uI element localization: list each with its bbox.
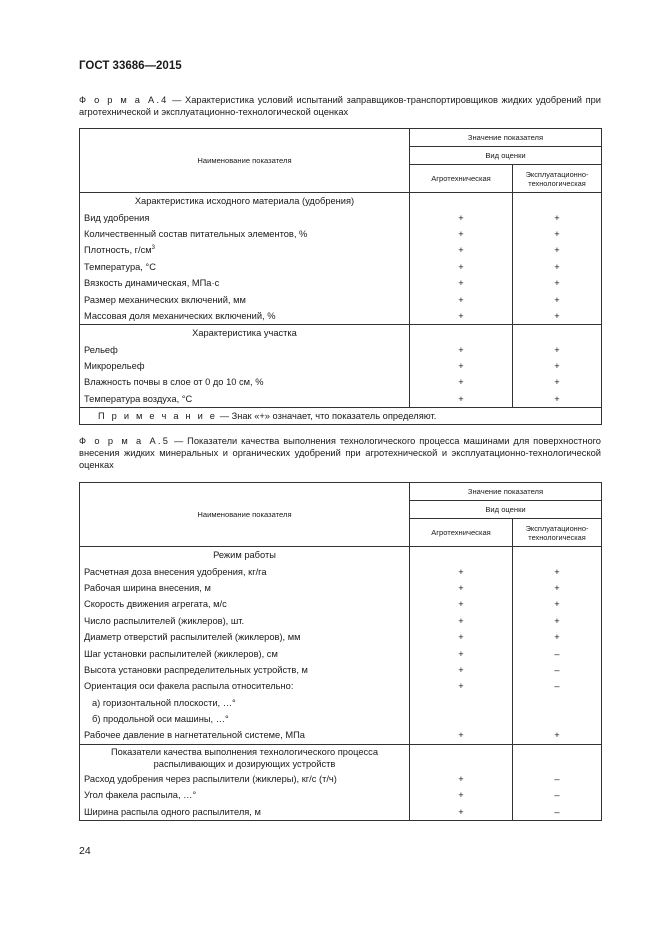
agro-mark: + bbox=[410, 727, 513, 744]
agro-mark: + bbox=[410, 580, 513, 596]
section-title: Характеристика исходного материала (удобрения) bbox=[80, 193, 410, 210]
expl-mark: – bbox=[513, 803, 602, 820]
indicator-name-text: Угол факела распыла, …° bbox=[84, 790, 197, 801]
agro-mark: + bbox=[410, 275, 513, 291]
table-row bbox=[80, 226, 602, 242]
expl-mark: + bbox=[513, 275, 602, 291]
indicator-name bbox=[80, 259, 410, 275]
indicator-name-text: Шаг установки распылителей (жиклеров), см bbox=[84, 648, 278, 659]
col-header-value: Значение показателя bbox=[410, 483, 602, 501]
expl-mark: + bbox=[513, 629, 602, 645]
indicator-name bbox=[80, 291, 410, 307]
expl-mark: + bbox=[513, 358, 602, 374]
table-row bbox=[80, 275, 602, 291]
table-row bbox=[80, 391, 602, 408]
col-header-value: Значение показателя bbox=[410, 129, 602, 147]
expl-mark: + bbox=[513, 374, 602, 390]
table-row bbox=[80, 563, 602, 579]
indicator-name bbox=[80, 787, 410, 803]
section-empty-cell bbox=[513, 325, 602, 342]
table-row bbox=[80, 613, 602, 629]
indicator-name-text: Рабочее давление в нагнетательной системе, МПа bbox=[84, 730, 305, 741]
indicator-name bbox=[80, 803, 410, 820]
indicator-name-text: Расчетная доза внесения удобрения, кг/га bbox=[84, 566, 267, 577]
indicator-name-text: Ориентация оси факела распыла относительно: bbox=[84, 681, 294, 692]
table-row bbox=[80, 662, 602, 678]
indicator-name-text: Влажность почвы в слое от 0 до 10 см, % bbox=[84, 377, 264, 388]
form-a5-label: Ф о р м а А.5 bbox=[79, 436, 171, 446]
form-a4-label: Ф о р м а А.4 bbox=[79, 95, 169, 105]
indicator-name-text: Рельеф bbox=[84, 344, 118, 355]
agro-mark: + bbox=[410, 374, 513, 390]
form-a4-table bbox=[79, 128, 602, 425]
agro-mark: + bbox=[410, 291, 513, 307]
agro-mark: + bbox=[410, 563, 513, 579]
expl-mark: + bbox=[513, 308, 602, 325]
section-title: Показатели качества выполнения технологического процесса распыливающих и дозирующих устройств bbox=[80, 744, 410, 771]
indicator-name bbox=[80, 391, 410, 408]
section-row bbox=[80, 547, 602, 564]
form-a5-caption bbox=[79, 435, 601, 471]
expl-mark: + bbox=[513, 563, 602, 579]
indicator-name-text: Температура воздуха, °С bbox=[84, 393, 193, 404]
indicator-name-text: Рабочая ширина внесения, м bbox=[84, 582, 211, 593]
agro-mark: + bbox=[410, 259, 513, 275]
agro-mark: + bbox=[410, 242, 513, 258]
expl-mark: – bbox=[513, 662, 602, 678]
table-row bbox=[80, 291, 602, 307]
col-header-name: Наименование показателя bbox=[80, 483, 410, 547]
section-empty-cell bbox=[513, 744, 602, 771]
expl-mark: – bbox=[513, 645, 602, 661]
indicator-name-text: Плотность, г/см bbox=[84, 245, 152, 256]
indicator-name-text: Ширина распыла одного распылителя, м bbox=[84, 806, 261, 817]
expl-mark: – bbox=[513, 771, 602, 787]
expl-mark: – bbox=[513, 678, 602, 694]
agro-mark bbox=[410, 695, 513, 711]
expl-mark: + bbox=[513, 226, 602, 242]
expl-mark bbox=[513, 695, 602, 711]
form-a4-caption-text: — Характеристика условий испытаний заправщиков-транспортировщиков жидких удобрений при агротехнической и эксплуатационно-технологической оценках bbox=[79, 95, 601, 117]
indicator-name bbox=[80, 727, 410, 744]
agro-mark: + bbox=[410, 613, 513, 629]
expl-mark: + bbox=[513, 580, 602, 596]
table-row bbox=[80, 596, 602, 612]
table-row bbox=[80, 259, 602, 275]
indicator-name-text: Массовая доля механических включений, % bbox=[84, 310, 276, 321]
expl-mark: + bbox=[513, 391, 602, 408]
agro-mark: + bbox=[410, 771, 513, 787]
indicator-name-text: Температура, °С bbox=[84, 261, 156, 272]
table-row bbox=[80, 580, 602, 596]
section-row bbox=[80, 744, 602, 771]
table-note bbox=[80, 408, 602, 425]
indicator-name-text: Расход удобрения через распылители (жиклеры), кг/с (т/ч) bbox=[84, 773, 337, 784]
indicator-name bbox=[80, 662, 410, 678]
section-empty-cell bbox=[410, 547, 513, 564]
table-row bbox=[80, 645, 602, 661]
col-header-expl: Эксплуатационно-технологическая bbox=[513, 165, 602, 193]
indicator-name bbox=[80, 645, 410, 661]
col-header-expl: Эксплуатационно-технологическая bbox=[513, 519, 602, 547]
table-row bbox=[80, 803, 602, 820]
form-a5-table bbox=[79, 482, 602, 821]
section-row bbox=[80, 325, 602, 342]
indicator-name-text: б) продольной оси машины, …° bbox=[92, 714, 229, 725]
table-row bbox=[80, 342, 602, 358]
form-a4-caption bbox=[79, 94, 601, 118]
agro-mark: + bbox=[410, 342, 513, 358]
indicator-name bbox=[80, 374, 410, 390]
expl-mark: + bbox=[513, 727, 602, 744]
section-empty-cell bbox=[513, 547, 602, 564]
col-header-agro: Агротехническая bbox=[410, 519, 513, 547]
indicator-name bbox=[80, 613, 410, 629]
section-empty-cell bbox=[513, 193, 602, 210]
indicator-name-text: Высота установки распределительных устройств, м bbox=[84, 664, 308, 675]
table-row bbox=[80, 678, 602, 694]
indicator-name-text: Число распылителей (жиклеров), шт. bbox=[84, 615, 245, 626]
table-row bbox=[80, 308, 602, 325]
indicator-name bbox=[80, 275, 410, 291]
indicator-name bbox=[80, 242, 410, 258]
indicator-name bbox=[80, 596, 410, 612]
indicator-name bbox=[80, 209, 410, 225]
section-empty-cell bbox=[410, 325, 513, 342]
table-row bbox=[80, 242, 602, 258]
expl-mark: + bbox=[513, 259, 602, 275]
table-row bbox=[80, 787, 602, 803]
indicator-name bbox=[80, 771, 410, 787]
expl-mark: + bbox=[513, 596, 602, 612]
table-row bbox=[80, 629, 602, 645]
section-title: Характеристика участка bbox=[80, 325, 410, 342]
agro-mark: + bbox=[410, 629, 513, 645]
table-row bbox=[80, 209, 602, 225]
page-number: 24 bbox=[79, 845, 91, 857]
form-a5-caption-text: — Показатели качества выполнения технологического процесса машинами для поверхностного внесения жидких минеральных и органических удобрений при агротехнической и эксплуатационно-технологической оценках bbox=[79, 436, 601, 470]
agro-mark: + bbox=[410, 358, 513, 374]
section-empty-cell bbox=[410, 744, 513, 771]
col-header-kind: Вид оценки bbox=[410, 501, 602, 519]
indicator-name-text: Диаметр отверстий распылителей (жиклеров), мм bbox=[84, 632, 301, 643]
agro-mark: + bbox=[410, 209, 513, 225]
agro-mark: + bbox=[410, 662, 513, 678]
agro-mark: + bbox=[410, 596, 513, 612]
indicator-name bbox=[80, 308, 410, 325]
table-row bbox=[80, 711, 602, 727]
agro-mark: + bbox=[410, 308, 513, 325]
agro-mark: + bbox=[410, 803, 513, 820]
col-header-agro: Агротехническая bbox=[410, 165, 513, 193]
table-row bbox=[80, 695, 602, 711]
agro-mark bbox=[410, 711, 513, 727]
expl-mark: + bbox=[513, 209, 602, 225]
indicator-name-text: Вязкость динамическая, МПа·с bbox=[84, 278, 220, 289]
expl-mark: + bbox=[513, 291, 602, 307]
indicator-name-text: Вид удобрения bbox=[84, 212, 150, 223]
note-label: П р и м е ч а н и е bbox=[98, 411, 218, 422]
expl-mark: – bbox=[513, 787, 602, 803]
section-row bbox=[80, 193, 602, 210]
indicator-name bbox=[80, 580, 410, 596]
indicator-name bbox=[80, 358, 410, 374]
section-empty-cell bbox=[410, 193, 513, 210]
indicator-name bbox=[80, 695, 410, 711]
expl-mark: + bbox=[513, 342, 602, 358]
indicator-name bbox=[80, 678, 410, 694]
expl-mark: + bbox=[513, 613, 602, 629]
indicator-name bbox=[80, 563, 410, 579]
table-row bbox=[80, 771, 602, 787]
indicator-name bbox=[80, 342, 410, 358]
document-code: ГОСТ 33686—2015 bbox=[79, 60, 182, 72]
superscript: 3 bbox=[151, 245, 156, 252]
col-header-kind: Вид оценки bbox=[410, 147, 602, 165]
indicator-name-text: а) горизонтальной плоскости, …° bbox=[92, 697, 236, 708]
table-row bbox=[80, 358, 602, 374]
table-row bbox=[80, 727, 602, 744]
note-text: — Знак «+» означает, что показатель определяют. bbox=[217, 411, 437, 422]
indicator-name-text: Микрорельеф bbox=[84, 361, 145, 372]
expl-mark bbox=[513, 711, 602, 727]
indicator-name-text: Количественный состав питательных элементов, % bbox=[84, 228, 308, 239]
indicator-name bbox=[80, 226, 410, 242]
expl-mark: + bbox=[513, 242, 602, 258]
indicator-name-text: Скорость движения агрегата, м/с bbox=[84, 599, 227, 610]
indicator-name-text: Размер механических включений, мм bbox=[84, 294, 246, 305]
indicator-name bbox=[80, 629, 410, 645]
agro-mark: + bbox=[410, 678, 513, 694]
agro-mark: + bbox=[410, 391, 513, 408]
agro-mark: + bbox=[410, 645, 513, 661]
agro-mark: + bbox=[410, 226, 513, 242]
col-header-name: Наименование показателя bbox=[80, 129, 410, 193]
section-title: Режим работы bbox=[80, 547, 410, 564]
indicator-name bbox=[80, 711, 410, 727]
agro-mark: + bbox=[410, 787, 513, 803]
table-row bbox=[80, 374, 602, 390]
